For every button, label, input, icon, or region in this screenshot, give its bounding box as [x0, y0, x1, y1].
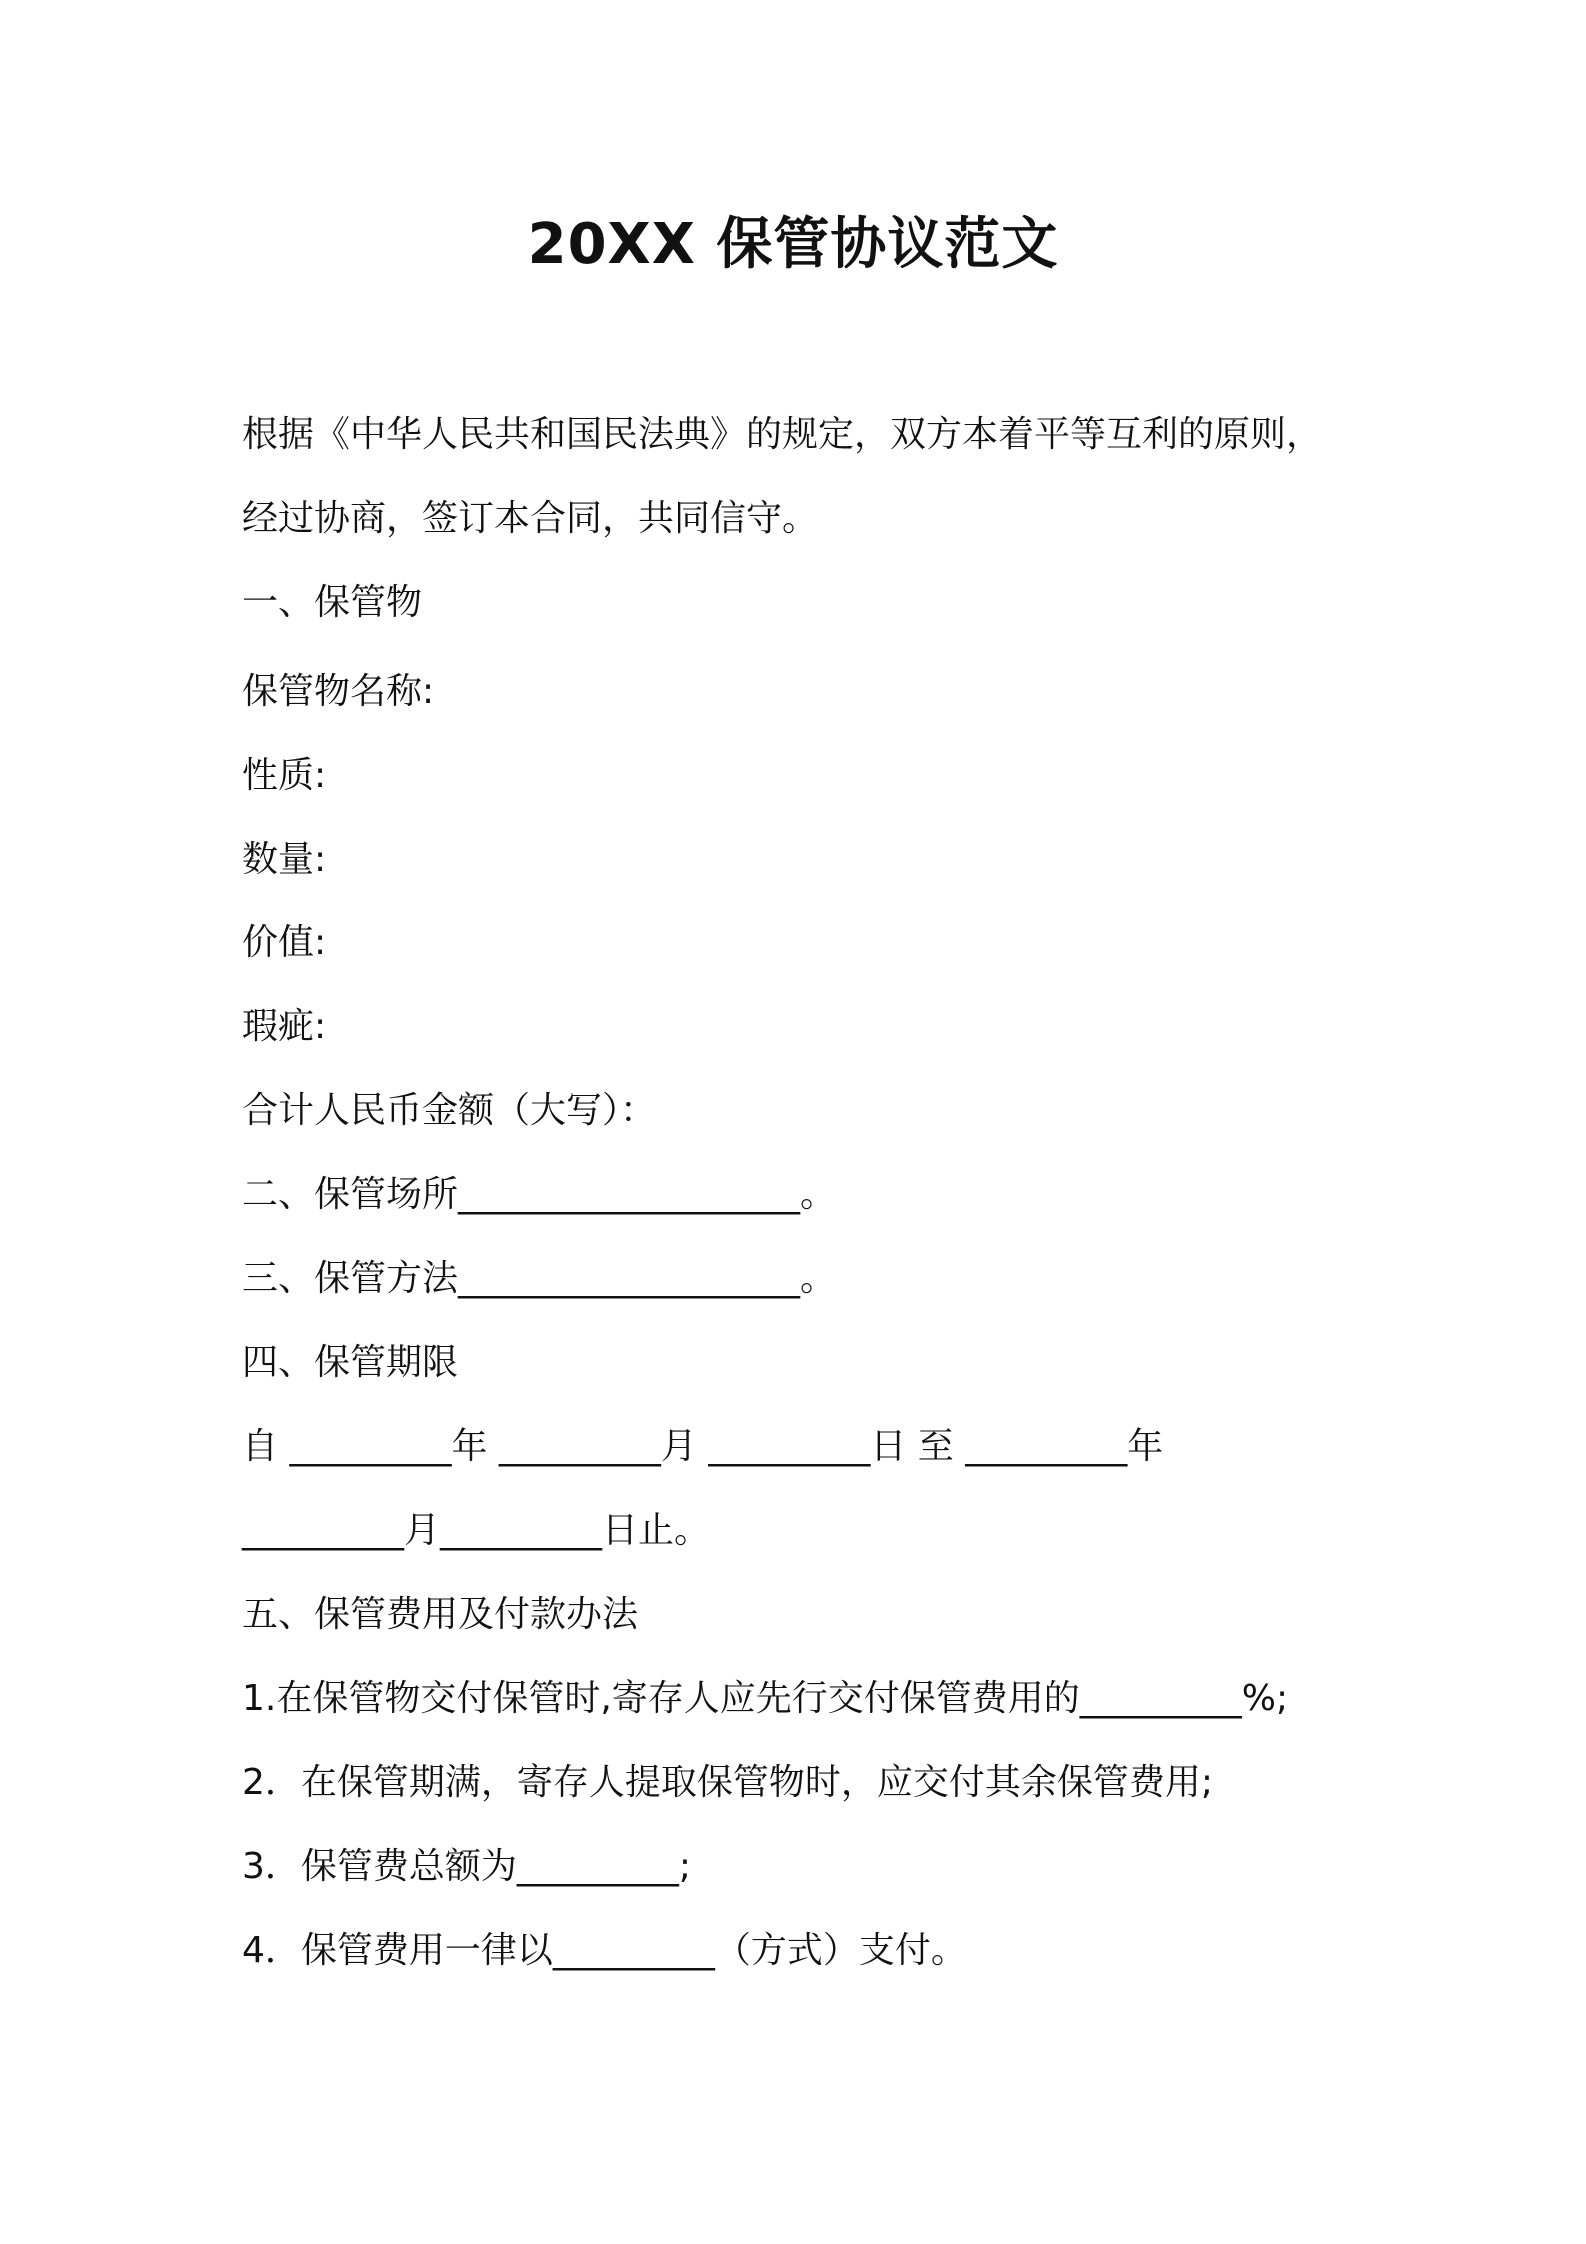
- intro-line-2: 经过协商，签订本合同，共同信守。: [242, 498, 819, 539]
- section-heading-3: 三、保管方法___________________。: [242, 1258, 837, 1299]
- period-line-2: _________月_________日止。: [242, 1510, 711, 1551]
- field-total-amount: 合计人民币金额（大写）：: [242, 1090, 657, 1131]
- section-heading-1: 一、保管物: [242, 582, 423, 623]
- section-heading-4: 四、保管期限: [242, 1342, 459, 1383]
- field-quantity: 数量:: [242, 839, 327, 880]
- payment-clause-4: 4．保管费用一律以_________（方式）支付。: [242, 1930, 967, 1971]
- period-line-1: 自 _________年 _________月 _________日 至 _________年: [242, 1426, 1164, 1467]
- payment-clause-3: 3．保管费总额为_________;: [242, 1846, 692, 1887]
- field-item-name: 保管物名称:: [242, 671, 435, 712]
- document-title: 20XX 保管协议范文: [527, 212, 1059, 277]
- payment-clause-1: 1.在保管物交付保管时,寄存人应先行交付保管费用的_________%;: [242, 1678, 1289, 1719]
- field-value: 价值:: [242, 922, 327, 963]
- payment-clause-2: 2．在保管期满，寄存人提取保管物时，应交付其余保管费用;: [242, 1762, 1214, 1803]
- field-nature: 性质:: [242, 755, 327, 796]
- section-heading-5: 五、保管费用及付款办法: [242, 1594, 639, 1635]
- section-heading-2: 二、保管场所___________________。: [242, 1174, 837, 1215]
- field-defects: 瑕疵:: [242, 1006, 327, 1047]
- intro-line-1: 根据《中华人民共和国民法典》的规定，双方本着平等互利的原则，: [242, 414, 1323, 455]
